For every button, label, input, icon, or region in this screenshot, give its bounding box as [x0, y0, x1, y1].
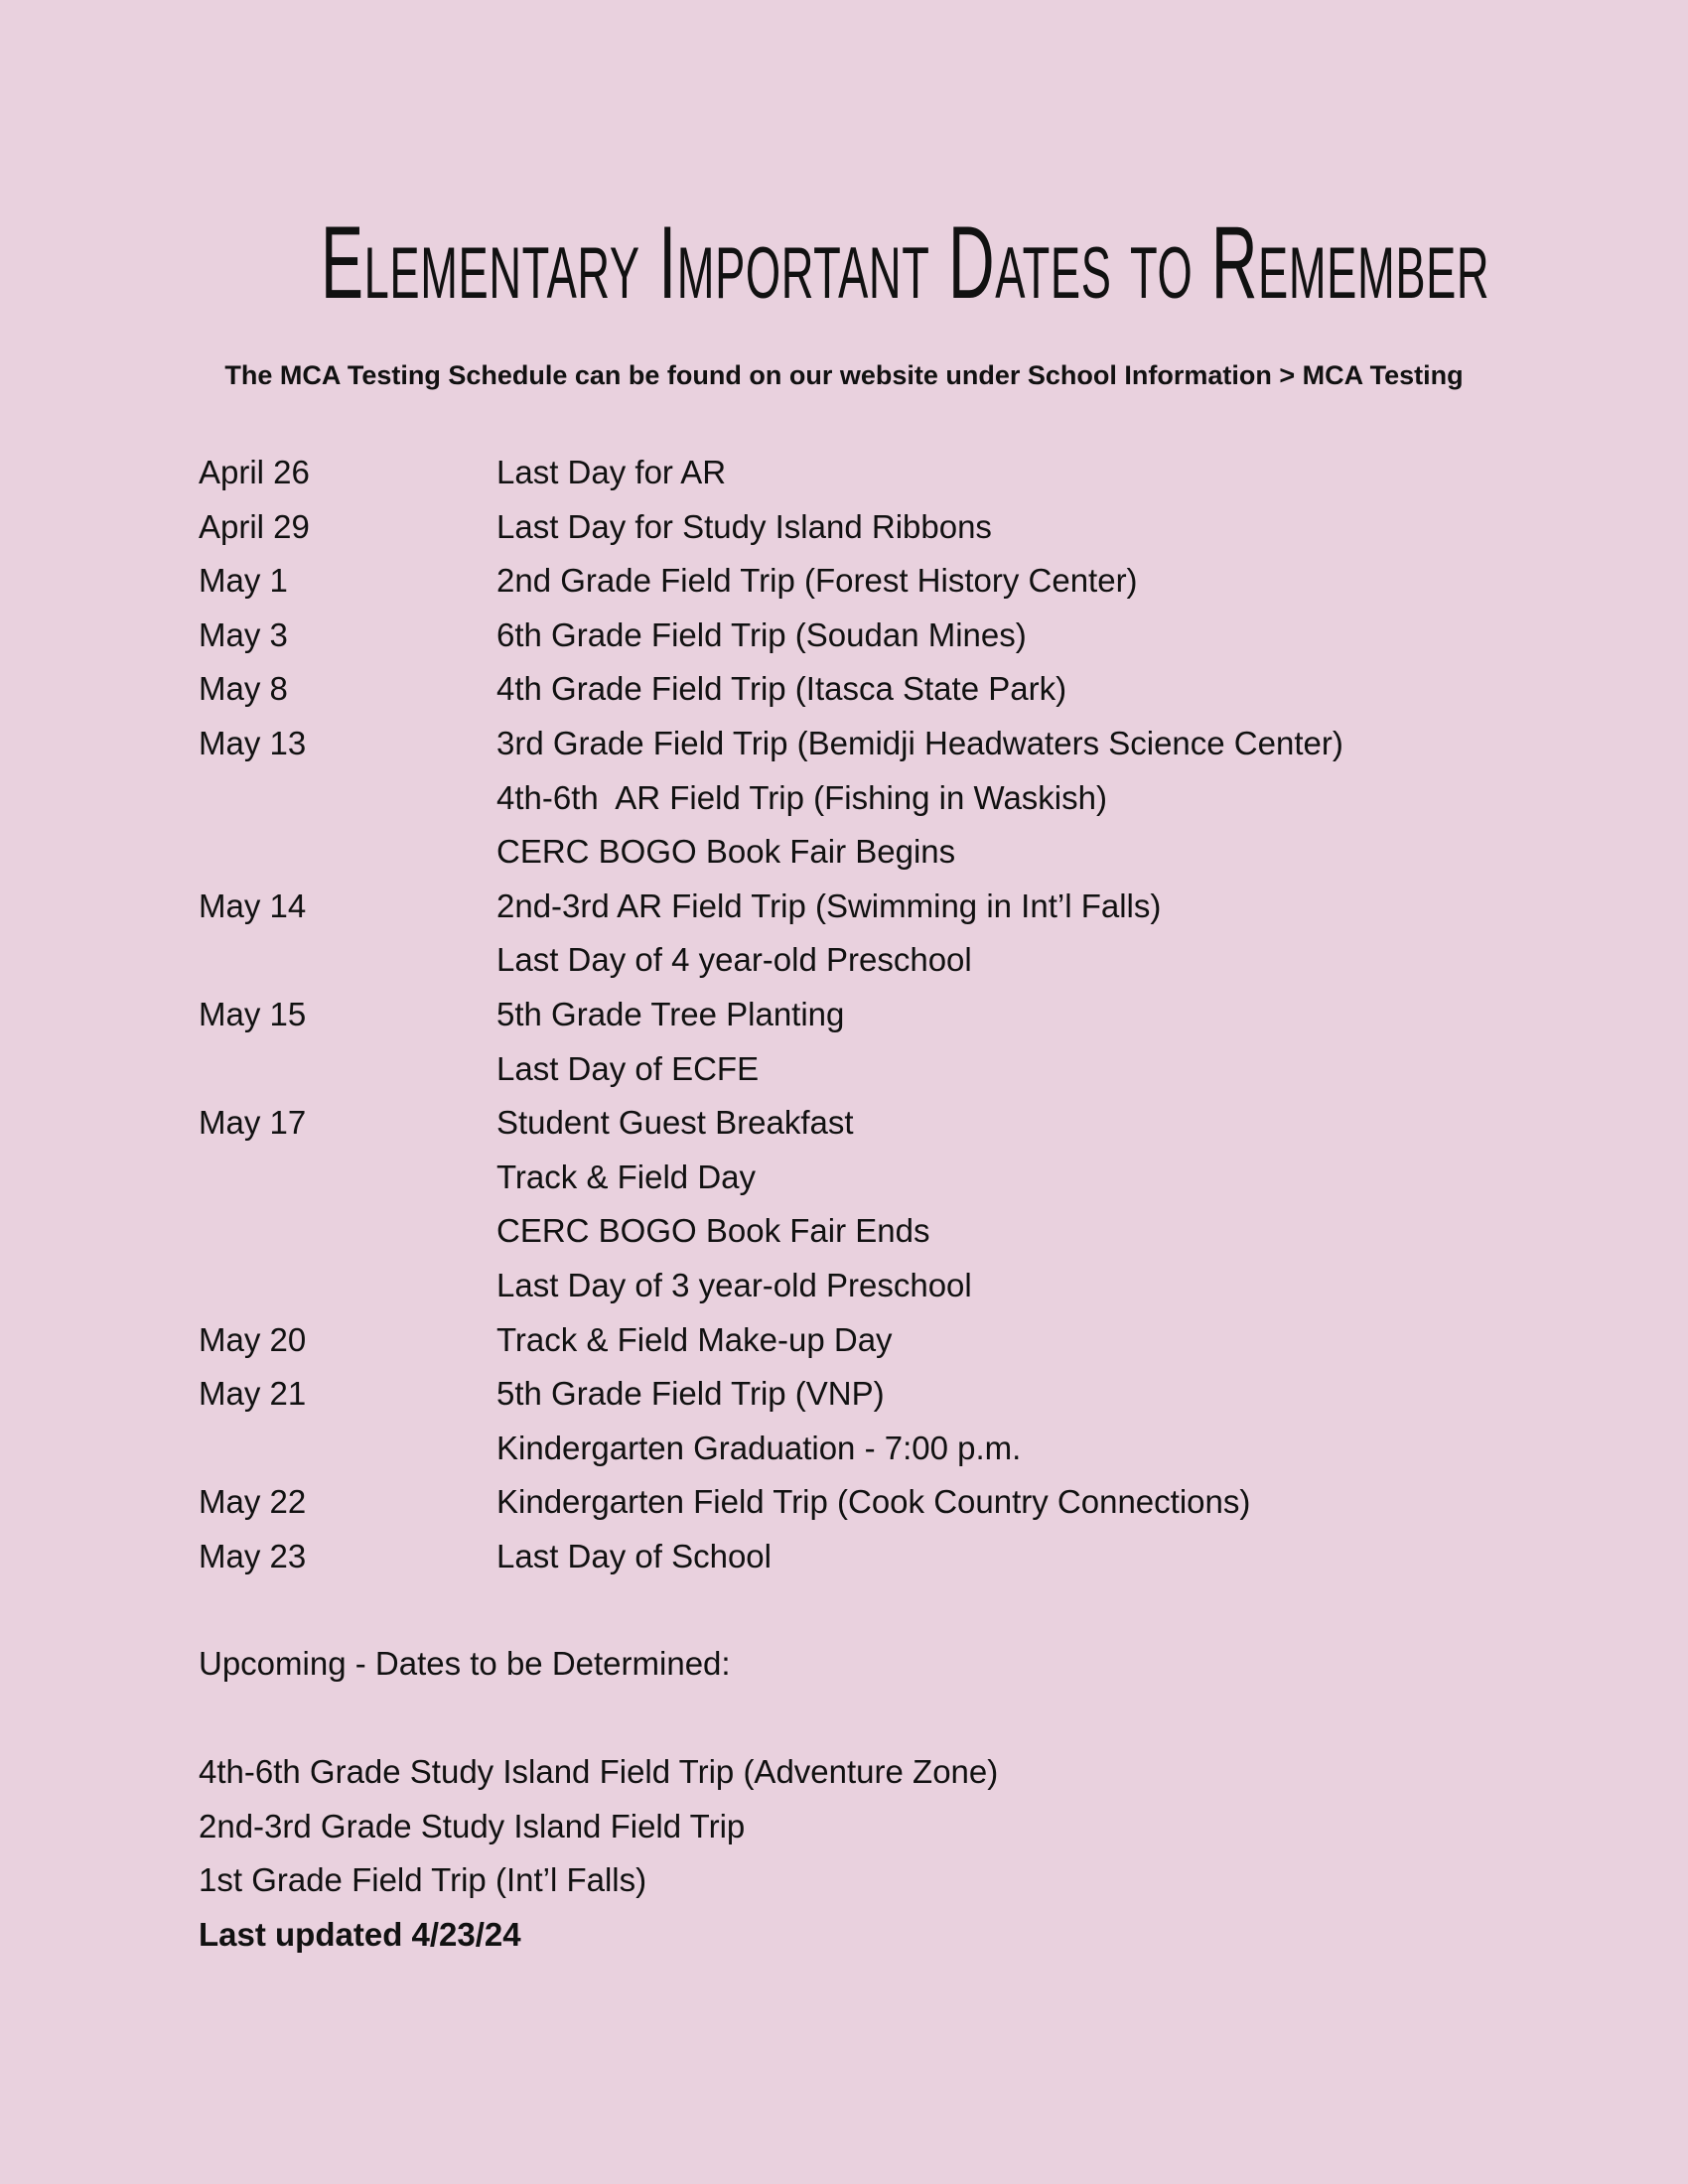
schedule-date: May 21: [199, 1375, 307, 1413]
schedule-event: Track & Field Day: [496, 1158, 757, 1195]
schedule-event: 2nd-3rd AR Field Trip (Swimming in Int’l Falls): [496, 887, 1162, 924]
schedule-row: [199, 1151, 1489, 1205]
schedule-event: Last Day of 4 year-old Preschool: [496, 941, 972, 979]
upcoming-list: [199, 1745, 998, 1908]
schedule-date: May 13: [199, 724, 307, 761]
upcoming-item: 4th-6th Grade Study Island Field Trip (Adventure Zone): [199, 1753, 999, 1790]
schedule-event: Kindergarten Graduation - 7:00 p.m.: [496, 1429, 1022, 1466]
schedule-date: May 22: [199, 1483, 307, 1521]
schedule-event: 5th Grade Field Trip (VNP): [496, 1375, 885, 1413]
schedule-row: [199, 1422, 1489, 1476]
upcoming-item: 1st Grade Field Trip (Int’l Falls): [199, 1861, 647, 1899]
schedule-event: Last Day of ECFE: [496, 1049, 760, 1087]
page-title: Elementary Important Dates to Remember: [321, 205, 1490, 321]
schedule-row: [199, 1530, 1489, 1584]
schedule-event: Last Day of 3 year-old Preschool: [496, 1266, 972, 1303]
schedule-date: May 23: [199, 1537, 307, 1574]
schedule-event: Student Guest Breakfast: [496, 1104, 854, 1142]
schedule-event: 5th Grade Tree Planting: [496, 995, 845, 1032]
schedule-row: [199, 662, 1489, 717]
schedule-date: May 20: [199, 1320, 307, 1358]
schedule-row: [199, 1313, 1489, 1368]
schedule-row: [199, 1475, 1489, 1530]
schedule-row: [199, 825, 1489, 880]
schedule-date: May 8: [199, 670, 288, 708]
schedule-event: Last Day for AR: [496, 454, 727, 490]
schedule-date: April 26: [199, 454, 310, 490]
schedule-date: May 1: [199, 562, 288, 600]
schedule-event: CERC BOGO Book Fair Begins: [496, 833, 956, 871]
schedule-row: [199, 1259, 1489, 1313]
upcoming-heading: Upcoming - Dates to be Determined:: [199, 1645, 731, 1682]
schedule-row: [199, 1096, 1489, 1151]
schedule-event: Last Day for Study Island Ribbons: [496, 507, 992, 545]
schedule-row: [199, 933, 1489, 988]
schedule-event: 2nd Grade Field Trip (Forest History Center): [496, 562, 1138, 600]
schedule-row: [199, 1042, 1489, 1097]
schedule-event: 4th Grade Field Trip (Itasca State Park): [496, 670, 1067, 708]
last-updated: Last updated 4/23/24: [199, 1916, 521, 1953]
schedule-date: May 14: [199, 887, 307, 924]
schedule-list: [199, 446, 1489, 1583]
schedule-row: [199, 1204, 1489, 1259]
schedule-row: [199, 771, 1489, 826]
schedule-event: 4th-6th AR Field Trip (Fishing in Waskish): [496, 778, 1107, 816]
schedule-event: 3rd Grade Field Trip (Bemidji Headwaters Science Center): [496, 724, 1343, 761]
schedule-date: May 15: [199, 995, 307, 1032]
schedule-event: 6th Grade Field Trip (Soudan Mines): [496, 615, 1027, 653]
upcoming-item: 2nd-3rd Grade Study Island Field Trip: [199, 1807, 746, 1844]
schedule-row: [199, 554, 1489, 609]
schedule-row: [199, 988, 1489, 1042]
schedule-row: [199, 609, 1489, 663]
schedule-date: May 17: [199, 1104, 307, 1142]
schedule-date: April 29: [199, 507, 310, 545]
schedule-row: [199, 1367, 1489, 1422]
subtitle: The MCA Testing Schedule can be found on our website under School Information > MCA Testing: [224, 360, 1464, 390]
schedule-date: May 3: [199, 615, 288, 653]
schedule-event: Kindergarten Field Trip (Cook Country Connections): [496, 1483, 1251, 1521]
schedule-row: [199, 500, 1489, 555]
schedule-event: CERC BOGO Book Fair Ends: [496, 1212, 930, 1250]
schedule-row: [199, 717, 1489, 771]
schedule-row: [199, 446, 1489, 500]
schedule-row: [199, 880, 1489, 934]
schedule-event: Last Day of School: [496, 1537, 772, 1574]
schedule-event: Track & Field Make-up Day: [496, 1320, 893, 1358]
